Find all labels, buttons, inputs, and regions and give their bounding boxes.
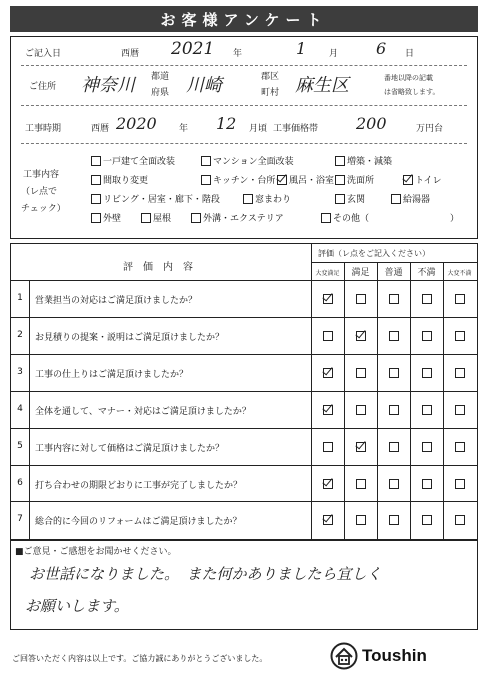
rating-checkbox[interactable]: [455, 442, 465, 452]
work-option-label: キッチン・台所: [213, 176, 276, 186]
grid-line: [11, 391, 477, 392]
header-box: [10, 36, 478, 239]
period-year[interactable]: 2020: [116, 114, 157, 133]
survey-table: [10, 243, 478, 540]
work-option[interactable]: [335, 154, 392, 167]
work-option[interactable]: [321, 211, 459, 224]
pref-unit-bottom: 府県: [151, 88, 170, 98]
checkbox[interactable]: [391, 194, 401, 204]
grid-line: [11, 428, 477, 429]
work-option-label: 窓まわり: [255, 195, 292, 205]
work-option-label: その他（ ）: [333, 214, 460, 224]
rating-checkbox[interactable]: [455, 294, 465, 304]
page-title: お客様アンケート: [10, 6, 478, 32]
rating-checkbox[interactable]: [422, 405, 432, 415]
work-option[interactable]: [335, 173, 374, 186]
work-option[interactable]: [91, 211, 121, 224]
brand-name: Toushin: [362, 646, 427, 665]
question-text: 営業担当の対応はご満足頂けましたか？: [35, 296, 198, 306]
grid-line: [344, 262, 345, 539]
work-option[interactable]: [141, 211, 171, 224]
work-option[interactable]: [277, 173, 334, 186]
rating-checkbox[interactable]: [422, 368, 432, 378]
comments-line-2[interactable]: お願いします。: [25, 597, 129, 615]
rating-checkbox[interactable]: [356, 331, 366, 341]
rating-checkbox[interactable]: [323, 442, 333, 452]
work-option-label: 外溝・エクステリア: [203, 214, 284, 224]
address-city[interactable]: 川崎: [186, 75, 222, 96]
period-month[interactable]: 12: [216, 114, 237, 133]
address-note-2: は省略致します。: [384, 88, 440, 96]
checkbox[interactable]: [335, 194, 345, 204]
period-label: 工事時期: [25, 124, 62, 134]
period-month-unit: 月頃: [249, 124, 268, 134]
footer-text: ご回答いただく内容は以上です。ご協力誠にありがとうございました。: [12, 654, 268, 663]
price-unit: 万円台: [416, 124, 444, 134]
grid-line: [11, 354, 477, 355]
grid-line: [311, 262, 477, 263]
rating-header: 評価（レ点をご記入ください）: [318, 249, 430, 258]
checkbox[interactable]: [243, 194, 253, 204]
rating-checkbox[interactable]: [422, 331, 432, 341]
rating-checkbox[interactable]: [323, 331, 333, 341]
work-label-3: チェック）: [21, 204, 66, 214]
work-option[interactable]: [91, 192, 220, 205]
work-option[interactable]: [335, 192, 365, 205]
grid-line: [11, 465, 477, 466]
work-option-label: 玄関: [347, 195, 366, 205]
question-number: 4: [17, 403, 23, 414]
rating-checkbox[interactable]: [389, 442, 399, 452]
checkbox[interactable]: [335, 156, 345, 166]
question-text: 工事内容に対して価格はご満足頂けましたか？: [35, 443, 225, 454]
rating-column-header: 大変満足: [315, 270, 340, 277]
address-pref[interactable]: 神奈川: [81, 75, 135, 96]
question-text: 工事の仕上りはご満足頂けましたか？: [35, 369, 189, 380]
work-option-label: 増築・減築: [347, 157, 393, 167]
work-label-2: （レ点で: [21, 187, 58, 197]
rating-checkbox[interactable]: [389, 294, 399, 304]
content-header: 評 価 内 容: [123, 262, 193, 273]
date-day-unit: 日: [405, 49, 415, 59]
checkbox[interactable]: [277, 175, 287, 185]
work-option[interactable]: [91, 154, 175, 167]
question-number: 7: [17, 514, 23, 525]
checkbox[interactable]: [91, 213, 101, 223]
question-text: お見積りの提案・説明はご満足頂けましたか？: [35, 332, 225, 343]
question-text: 打ち合わせの期限どおりに工事が完了しましたか？: [35, 480, 243, 491]
grid-line: [11, 317, 477, 318]
price-label: 工事価格帯: [273, 124, 319, 134]
work-option[interactable]: [201, 154, 294, 167]
rating-checkbox[interactable]: [356, 515, 366, 525]
rating-column-header: 不満: [417, 268, 436, 278]
rating-column-header: 満足: [351, 268, 370, 278]
checkbox[interactable]: [321, 213, 331, 223]
rating-column-header: 大変不満: [447, 270, 472, 277]
rating-checkbox[interactable]: [323, 405, 333, 415]
rating-checkbox[interactable]: [422, 442, 432, 452]
rating-checkbox[interactable]: [323, 479, 333, 489]
grid-line: [410, 262, 411, 539]
checkbox[interactable]: [201, 175, 211, 185]
comments-box: [10, 540, 478, 630]
checkbox[interactable]: [91, 156, 101, 166]
house-icon: [330, 642, 358, 670]
rating-checkbox[interactable]: [389, 515, 399, 525]
date-era: 西暦: [121, 49, 140, 59]
work-option-label: 風呂・浴室: [289, 176, 335, 186]
price-value[interactable]: 200: [356, 114, 387, 133]
grid-line: [11, 501, 477, 502]
grid-line: [443, 262, 444, 539]
address-ward[interactable]: 麻生区: [295, 75, 349, 96]
rating-checkbox[interactable]: [356, 442, 366, 452]
rating-checkbox[interactable]: [455, 331, 465, 341]
work-option-label: 一戸建て全面改装: [103, 157, 176, 167]
checkbox[interactable]: [91, 175, 101, 185]
rating-checkbox[interactable]: [356, 479, 366, 489]
rating-checkbox[interactable]: [389, 405, 399, 415]
work-option[interactable]: [243, 192, 291, 205]
address-note-1: 番地以降の記載: [384, 74, 433, 82]
work-option[interactable]: [191, 211, 284, 224]
rating-checkbox[interactable]: [389, 479, 399, 489]
checkbox[interactable]: [335, 175, 345, 185]
work-option[interactable]: [391, 192, 430, 205]
work-option-label: 外壁: [103, 214, 122, 224]
rating-checkbox[interactable]: [389, 368, 399, 378]
work-option-label: リビング・居室・廊下・階段: [103, 195, 220, 205]
checkbox[interactable]: [201, 156, 211, 166]
checkbox[interactable]: [403, 175, 413, 185]
work-option-label: 給湯器: [403, 195, 431, 205]
comments-label: ■ご意見・ご感想をお聞かせください。: [15, 547, 177, 557]
question-number: 2: [17, 329, 23, 340]
rating-checkbox[interactable]: [422, 479, 432, 489]
work-option[interactable]: [201, 173, 275, 186]
date-year-unit: 年: [233, 49, 243, 59]
rating-checkbox[interactable]: [356, 294, 366, 304]
grid-line: [29, 280, 30, 539]
checkbox[interactable]: [191, 213, 201, 223]
rating-column-header: 普通: [384, 268, 403, 278]
work-option-label: 間取り変更: [103, 176, 149, 186]
work-option-label: 屋根: [153, 214, 172, 224]
checkbox[interactable]: [141, 213, 151, 223]
grid-line: [11, 280, 477, 281]
date-month[interactable]: 1: [296, 39, 307, 58]
rating-checkbox[interactable]: [455, 479, 465, 489]
comments-line-1[interactable]: お世話になりました。 また何かありましたら宜しく: [29, 565, 382, 583]
brand-logo: [330, 642, 427, 670]
question-number: 5: [17, 440, 23, 451]
rating-checkbox[interactable]: [422, 294, 432, 304]
question-number: 6: [17, 477, 23, 488]
rating-checkbox[interactable]: [455, 368, 465, 378]
rating-checkbox[interactable]: [389, 331, 399, 341]
rating-checkbox[interactable]: [323, 368, 333, 378]
date-label: ご記入日: [25, 49, 62, 59]
city-unit-bottom: 町村: [261, 88, 280, 98]
work-option[interactable]: [403, 173, 442, 186]
work-option-label: 洗面所: [347, 176, 375, 186]
work-label-1: 工事内容: [23, 170, 60, 180]
checkbox[interactable]: [91, 194, 101, 204]
pref-unit-top: 都道: [151, 72, 170, 82]
question-text: 全体を通して、マナー・対応はご満足頂けましたか？: [35, 406, 251, 417]
question-number: 1: [17, 293, 23, 303]
period-era: 西暦: [91, 124, 110, 134]
rating-checkbox[interactable]: [455, 515, 465, 525]
rating-checkbox[interactable]: [323, 515, 333, 525]
date-day[interactable]: 6: [376, 39, 387, 58]
rating-checkbox[interactable]: [455, 405, 465, 415]
city-unit-top: 郡区: [261, 72, 280, 82]
rating-checkbox[interactable]: [356, 405, 366, 415]
period-year-unit: 年: [179, 124, 189, 134]
rating-checkbox[interactable]: [356, 368, 366, 378]
work-option-label: マンション全面改装: [213, 157, 294, 167]
work-option[interactable]: [91, 173, 148, 186]
question-number: 3: [17, 366, 23, 377]
rating-checkbox[interactable]: [422, 515, 432, 525]
grid-line: [377, 262, 378, 539]
question-text: 総合的に今回のリフォームはご満足頂けましたか？: [35, 517, 242, 528]
date-month-unit: 月: [329, 49, 339, 59]
work-option-label: トイレ: [415, 176, 442, 186]
address-label: ご住所: [29, 82, 57, 92]
rating-checkbox[interactable]: [323, 294, 333, 304]
date-year[interactable]: 2021: [171, 39, 215, 59]
